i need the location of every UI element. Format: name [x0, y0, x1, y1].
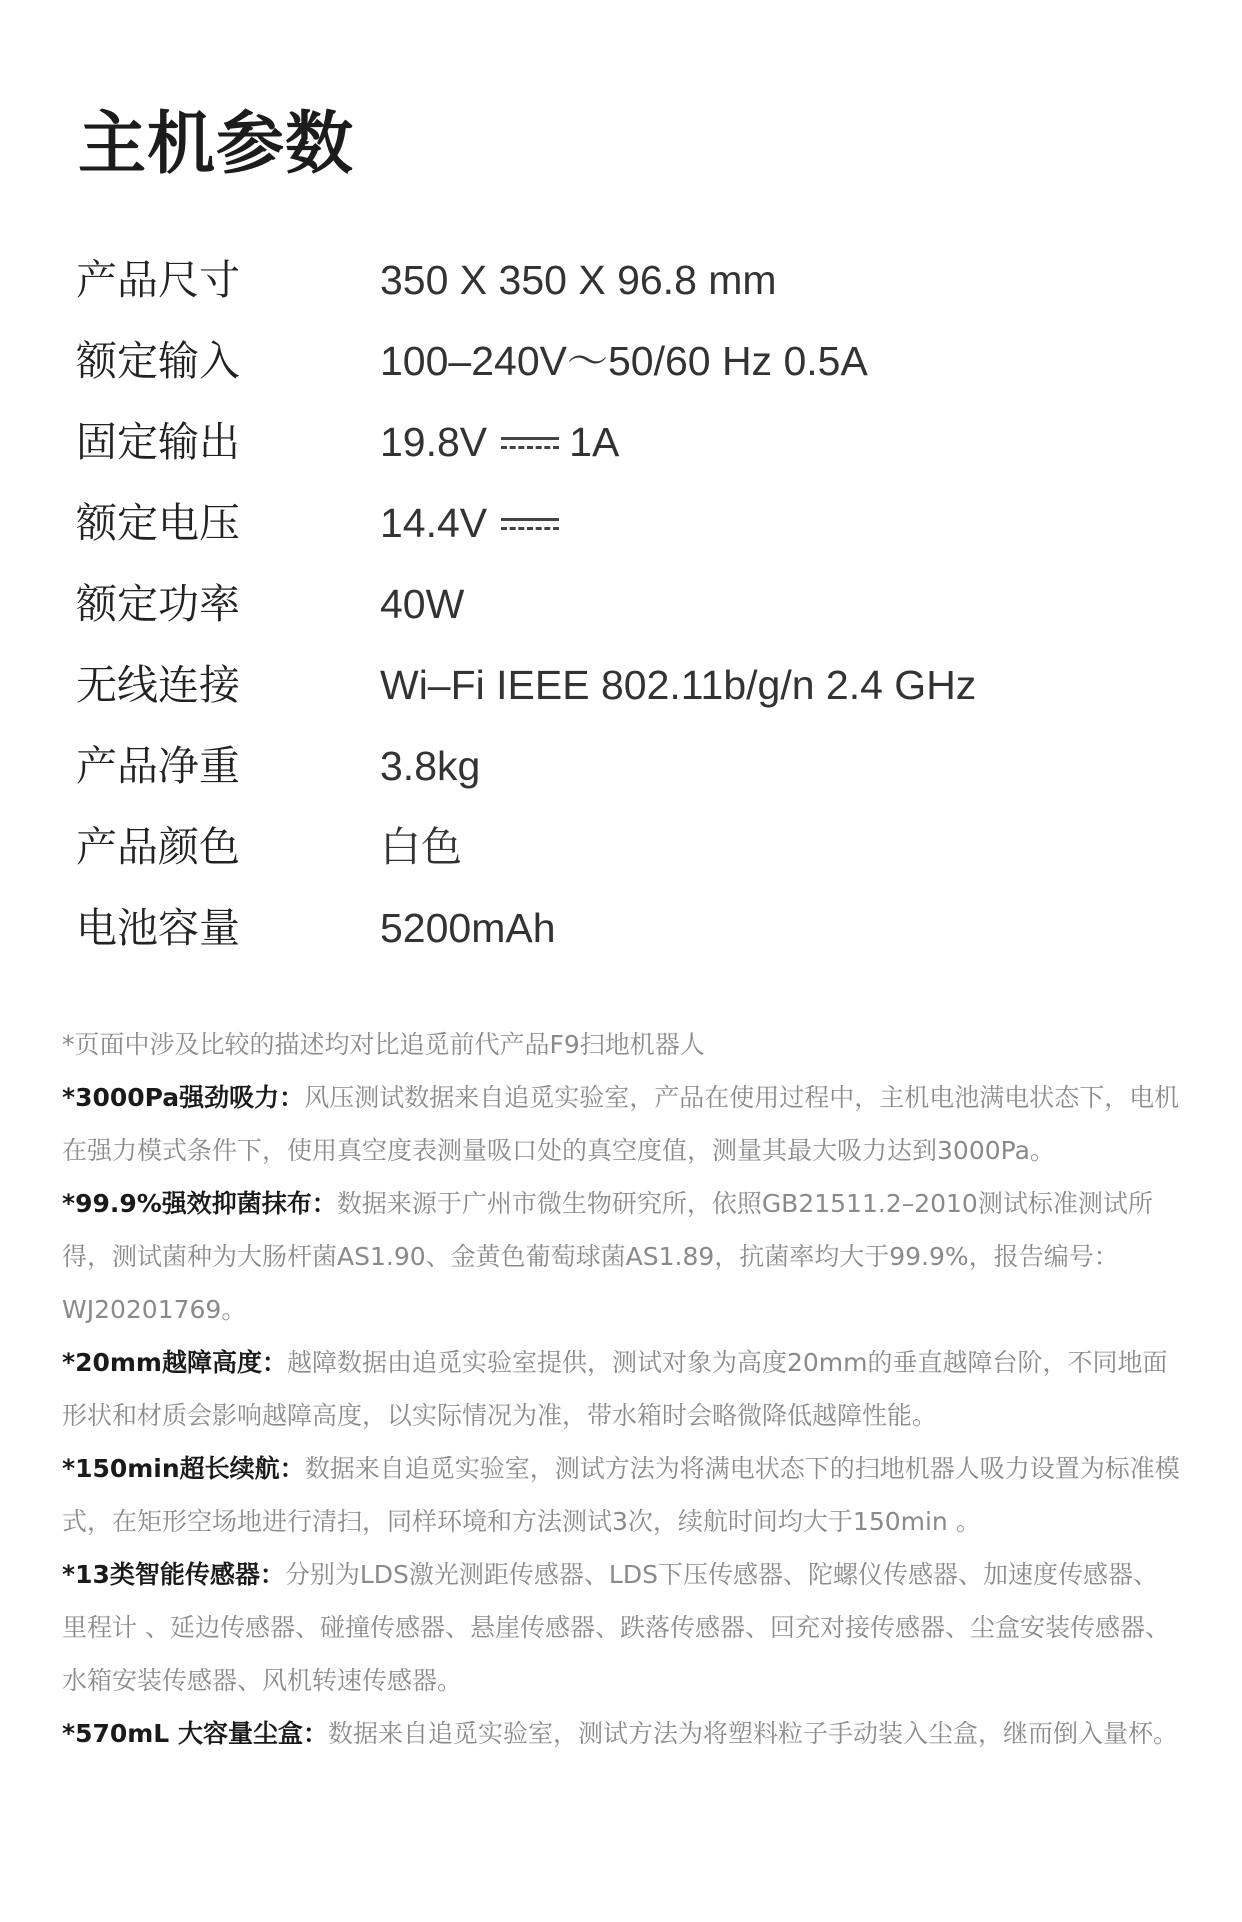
spec-row-rated-power: [76, 564, 1176, 645]
spec-label: 固定输出: [76, 418, 240, 466]
footnote-text: 分别为LDS激光测距传感器、LDS下压传感器、陀螺仪传感器、加速度传感器、里程计 、延边传感器、碰撞传感器、悬崖传感器、跌落传感器、回充对接传感器、尘盒安装传感器、水箱安装传感器、风机转速传感器。: [62, 1560, 1170, 1695]
spec-label: 无线连接: [76, 661, 240, 709]
footnote: [62, 1442, 1182, 1548]
spec-label: 额定输入: [76, 337, 240, 385]
footnote-text: 数据来自追觅实验室，测试方法为将满电状态下的扫地机器人吸力设置为标准模式，在矩形空场地进行清扫，同样环境和方法测试3次，续航时间均大于150min 。: [62, 1454, 1180, 1536]
spec-row-size: [76, 240, 1176, 321]
spec-value-voltage: 19.8V: [380, 419, 488, 465]
spec-row-battery: [76, 888, 1176, 969]
footnote: [62, 1018, 1182, 1071]
footnotes: [62, 1018, 1182, 1760]
footnote: [62, 1707, 1182, 1760]
spec-value-voltage: 14.4V: [380, 500, 488, 546]
page-title: 主机参数: [78, 104, 355, 184]
spec-row-net-weight: [76, 726, 1176, 807]
spec-value: 350 X 350 X 96.8 mm: [380, 257, 777, 303]
footnote: [62, 1071, 1182, 1177]
spec-value: 白色: [380, 824, 462, 870]
footnote: [62, 1548, 1182, 1707]
spec-row-fixed-output: [76, 402, 1176, 483]
footnote-lead: *3000Pa强劲吸力：: [62, 1083, 305, 1112]
spec-value: 5200mAh: [380, 905, 556, 951]
footnote-text: *页面中涉及比较的描述均对比追觅前代产品F9扫地机器人: [62, 1030, 705, 1059]
spec-label: 电池容量: [76, 904, 240, 952]
spec-value: 100–240V～50/60 Hz 0.5A: [380, 338, 868, 384]
footnote: [62, 1177, 1182, 1336]
spec-row-rated-input: [76, 321, 1176, 402]
dc-current-icon: [501, 435, 559, 451]
spec-label: 产品净重: [76, 742, 240, 790]
footnote-text: 数据来源于广州市微生物研究所，依照GB21511.2–2010测试标准测试所得，测试菌种为大肠杆菌AS1.90、金黄色葡萄球菌AS1.89，抗菌率均大于99.9%，报告编号：WJ20201769。: [62, 1189, 1153, 1324]
spec-row-rated-voltage: [76, 483, 1176, 564]
footnote-text: 越障数据由追觅实验室提供，测试对象为高度20mm的垂直越障台阶，不同地面形状和材质会影响越障高度，以实际情况为准，带水箱时会略微降低越障性能。: [62, 1348, 1168, 1430]
spec-value: 3.8kg: [380, 743, 481, 789]
footnote-lead: *20mm越障高度：: [62, 1348, 287, 1377]
footnote-text: 数据来自追觅实验室，测试方法为将塑料粒子手动装入尘盒，继而倒入量杯。: [327, 1719, 1178, 1748]
dc-current-icon: [501, 516, 559, 532]
spec-row-color: [76, 807, 1176, 888]
spec-row-wireless: [76, 645, 1176, 726]
footnote-lead: *13类智能传感器：: [62, 1560, 285, 1589]
footnote-text: 风压测试数据来自追觅实验室，产品在使用过程中，主机电池满电状态下，电机在强力模式条件下，使用真空度表测量吸口处的真空度值，测量其最大吸力达到3000Pa。: [62, 1083, 1180, 1165]
spec-value-current: 1A: [569, 419, 620, 465]
footnote-lead: *99.9%强效抑菌抹布：: [62, 1189, 337, 1218]
spec-value: 40W: [380, 581, 465, 627]
spec-value: Wi–Fi IEEE 802.11b/g/n 2.4 GHz: [380, 662, 977, 708]
spec-table: [76, 240, 1176, 969]
footnote-lead: *150min超长续航：: [62, 1454, 305, 1483]
spec-value: [380, 402, 619, 483]
spec-label: 产品颜色: [76, 823, 240, 871]
spec-label: 额定电压: [76, 499, 240, 547]
spec-label: 产品尺寸: [76, 256, 240, 304]
spec-label: 额定功率: [76, 580, 240, 628]
spec-value: [380, 483, 569, 564]
footnote: [62, 1336, 1182, 1442]
footnote-lead: *570mL 大容量尘盒：: [62, 1719, 328, 1748]
